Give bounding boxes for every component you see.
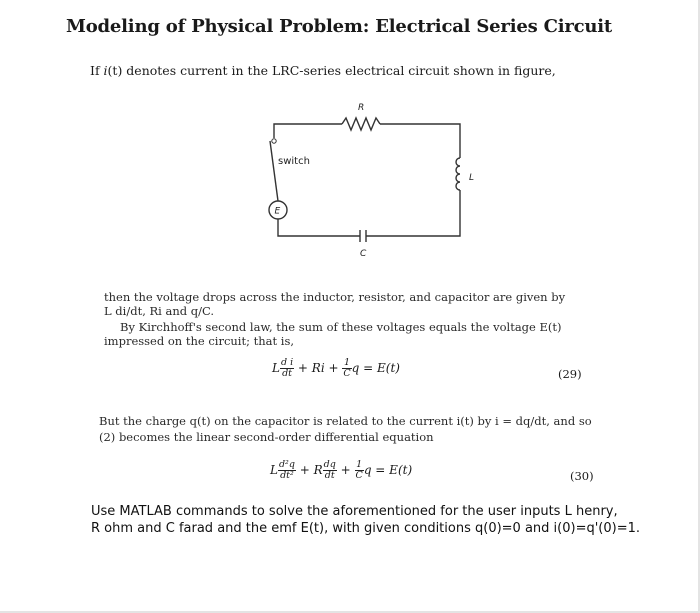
label-switch: switch bbox=[278, 156, 310, 167]
inductor-symbol bbox=[456, 158, 460, 190]
wire-bottom-left bbox=[278, 219, 360, 236]
paragraph-line-5: But the charge q(t) on the capacitor is related to the current i(t) by i = dq/dt, and so bbox=[99, 414, 592, 428]
switch-arm bbox=[270, 141, 278, 201]
wire-top-right bbox=[380, 124, 460, 158]
fraction-di-dt: $\frac{\text{d i}}{dt}$ bbox=[280, 357, 294, 379]
wire-top-left bbox=[274, 124, 342, 138]
equation-30: L $\frac{\text{d²q}}{\text{dt²}}$ + R $\frac{dq}{dt}$ + $\frac{1}{C}$ q = E(t) bbox=[270, 459, 413, 481]
label-e: E bbox=[274, 206, 281, 217]
equation-29: L $\frac{\text{d i}}{dt}$ + Ri + $\frac{1}{C}$ q = E(t) bbox=[272, 357, 400, 379]
fraction-d2q-dt2: $\frac{\text{d²q}}{\text{dt²}}$ bbox=[278, 459, 295, 481]
fraction-1-c-2: $\frac{1}{C}$ bbox=[355, 459, 363, 481]
matlab-line-1: Use MATLAB commands to solve the aforementioned for the user inputs L henry, bbox=[91, 504, 618, 519]
equation-number-30: (30) bbox=[570, 469, 594, 483]
label-c: C bbox=[360, 249, 367, 259]
intro-text: If i(t) denotes current in the LRC-series electrical circuit shown in figure, bbox=[90, 63, 556, 78]
paragraph-line-2: L di/dt, Ri and q/C. bbox=[104, 304, 215, 318]
paragraph-line-4: impressed on the circuit; that is, bbox=[104, 334, 295, 348]
paragraph-line-1: then the voltage drops across the inductor, resistor, and capacitor are given by bbox=[104, 290, 566, 304]
matlab-line-2: R ohm and C farad and the emf E(t), with given conditions q(0)=0 and i(0)=q'(0)=1. bbox=[91, 521, 640, 536]
page-title: Modeling of Physical Problem: Electrical Series Circuit bbox=[66, 16, 613, 37]
lrc-circuit-diagram bbox=[250, 96, 490, 266]
wire-right-bottom bbox=[366, 190, 460, 236]
paragraph-line-3: By Kirchhoff's second law, the sum of these voltages equals the voltage E(t) bbox=[120, 320, 562, 334]
label-l: L bbox=[469, 173, 475, 183]
fraction-dq-dt: $\frac{dq}{dt}$ bbox=[323, 459, 336, 481]
equation-number-29: (29) bbox=[558, 367, 582, 381]
switch-contact bbox=[272, 139, 276, 143]
resistor-symbol bbox=[342, 118, 380, 130]
matlab-instruction bbox=[91, 503, 640, 537]
paragraph-line-6: (2) becomes the linear second-order differential equation bbox=[99, 430, 434, 444]
fraction-1-c: $\frac{1}{C}$ bbox=[343, 357, 351, 379]
label-r: R bbox=[358, 103, 365, 113]
